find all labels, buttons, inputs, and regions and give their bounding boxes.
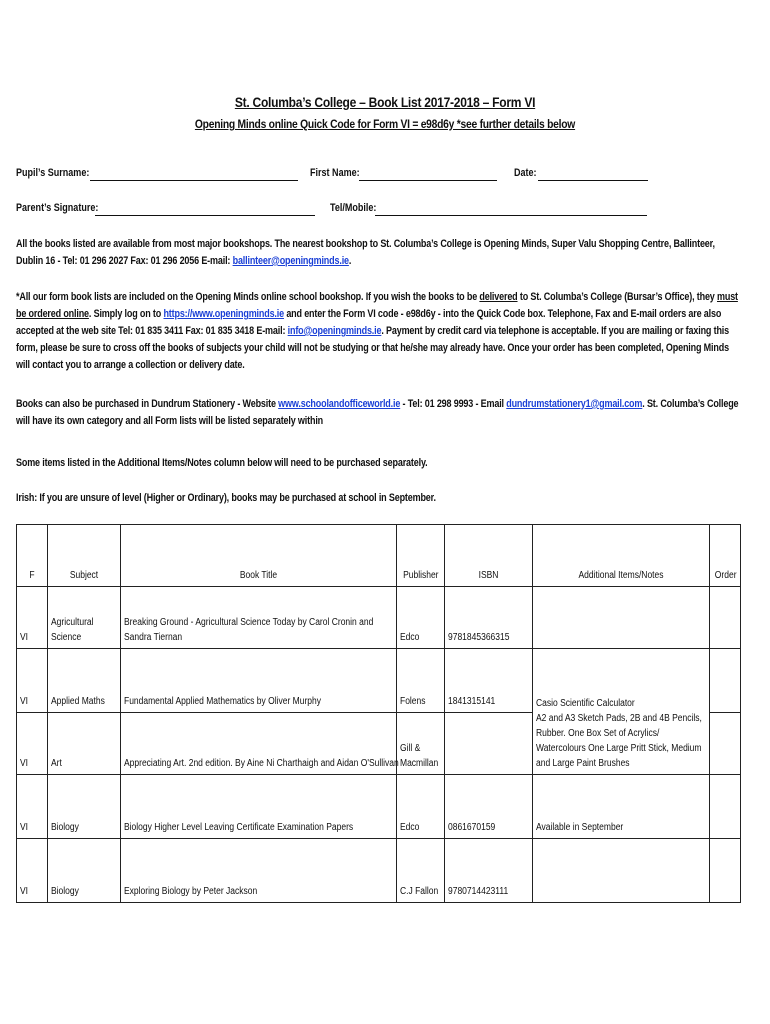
bookshop-text: All the books listed are available from most major bookshops. The nearest bookshop to St. Columba’s College is Opening Minds, Super Valu Shopping Centre, Ballinteer, Dublin 16 - Tel: 01 296 2027 Fax: 01 296 2056 E-mail:: [16, 238, 715, 267]
header-subject: Subject: [48, 525, 121, 587]
date-field[interactable]: [538, 180, 648, 181]
schoolandofficeworld-link[interactable]: www.schoolandofficeworld.ie: [278, 398, 401, 410]
cell-publisher: Edco: [397, 587, 445, 649]
header-form: F: [17, 525, 48, 587]
header-notes: Additional Items/Notes: [533, 525, 710, 587]
cell-isbn: 1841315141: [445, 649, 533, 713]
delivered-text: delivered: [479, 291, 518, 303]
cell-notes: Available in September: [533, 775, 710, 839]
must-order-online-text: must be ordered online: [16, 291, 738, 320]
additional-items-note: Some items listed in the Additional Items/Notes column below will need to be purchased separately.: [16, 457, 428, 469]
cell-title: Fundamental Applied Mathematics by Oliver Murphy: [121, 649, 397, 713]
online-text-d: and enter the Form VI code - e98d6y - into the Quick Code box. Telephone, Fax and E-mail orders are also accepted at the web site Tel: 01 835 3411 Fax: 01 835 3418 E-mail:: [16, 308, 722, 337]
cell-publisher: Folens: [397, 649, 445, 713]
page-title: St. Columba’s College – Book List 2017-2018 – Form VI: [234, 94, 536, 110]
cell-publisher: Gill & Macmillan: [397, 713, 445, 775]
date-label: Date:: [514, 167, 537, 179]
cell-order-checkbox[interactable]: [710, 775, 741, 839]
cell-title: Biology Higher Level Leaving Certificate Examination Papers: [121, 775, 397, 839]
first-name-field[interactable]: [359, 180, 497, 181]
ballinteer-email-link[interactable]: ballinteer@openingminds.ie: [232, 255, 349, 267]
dundrum-email-link[interactable]: dundrumstationery1@gmail.com: [506, 398, 643, 410]
signature-label: Parent’s Signature:: [16, 202, 99, 214]
cell-form: VI: [17, 587, 48, 649]
surname-label: Pupil’s Surname:: [16, 167, 90, 179]
online-text-c: . Simply log on to: [88, 308, 164, 320]
cell-subject: Agricultural Science: [48, 587, 121, 649]
cell-subject: Biology: [48, 839, 121, 903]
cell-form: VI: [17, 839, 48, 903]
table-row: [17, 587, 741, 649]
header-publisher: Publisher: [397, 525, 445, 587]
cell-form: VI: [17, 775, 48, 839]
table-row: [17, 649, 741, 713]
signature-field[interactable]: [95, 215, 315, 216]
irish-level-note: Irish: If you are unsure of level (Higher or Ordinary), books may be purchased at school in September.: [16, 492, 436, 504]
table-row: [17, 839, 741, 903]
cell-publisher: Edco: [397, 775, 445, 839]
dundrum-text-c: . St. Columba’s College will have its own category and all Form lists will be listed separately within: [16, 398, 739, 427]
cell-subject: Biology: [48, 775, 121, 839]
cell-form: VI: [17, 713, 48, 775]
dundrum-text-b: - Tel: 01 298 9993 - Email: [400, 398, 507, 410]
page-subtitle: Opening Minds online Quick Code for Form VI = e98d6y *see further details below: [194, 117, 576, 131]
first-name-label: First Name:: [310, 167, 360, 179]
online-text-b: to St. Columba’s College (Bursar’s Office), they: [517, 291, 717, 303]
book-list-table: [16, 524, 741, 903]
header-book-title: Book Title: [121, 525, 397, 587]
cell-order-checkbox[interactable]: [710, 713, 741, 775]
cell-isbn: 9780714423111: [445, 839, 533, 903]
cell-form: VI: [17, 649, 48, 713]
cell-order-checkbox[interactable]: [710, 839, 741, 903]
cell-order-checkbox[interactable]: [710, 587, 741, 649]
cell-isbn: 0861670159: [445, 775, 533, 839]
cell-title: Breaking Ground - Agricultural Science Today by Carol Cronin and Sandra Tiernan: [121, 587, 397, 649]
bookshop-paragraph: [16, 236, 742, 270]
surname-field[interactable]: [90, 180, 298, 181]
cell-isbn: [445, 713, 533, 775]
cell-notes: [533, 839, 710, 903]
online-text-a: *All our form book lists are included on the Opening Minds online school bookshop. If you wish the books to be: [16, 291, 480, 303]
cell-notes: [533, 587, 710, 649]
online-order-paragraph: [16, 289, 742, 374]
header-order: Order: [710, 525, 741, 587]
cell-isbn: 9781845366315: [445, 587, 533, 649]
cell-subject: Art: [48, 713, 121, 775]
tel-label: Tel/Mobile:: [330, 202, 377, 214]
dundrum-text-a: Books can also be purchased in Dundrum Stationery - Website: [16, 398, 279, 410]
cell-notes: Casio Scientific Calculator A2 and A3 Sketch Pads, 2B and 4B Pencils, Rubber. One Box Set of Acrylics/ Watercolours One Large Pritt Stick, Medium and Large Paint Brushes: [533, 649, 710, 775]
table-header-row: [17, 525, 741, 587]
table-row: [17, 775, 741, 839]
openingminds-url-link[interactable]: https://www.openingminds.ie: [163, 308, 284, 320]
cell-title: Exploring Biology by Peter Jackson: [121, 839, 397, 903]
info-email-link[interactable]: info@openingminds.ie: [287, 325, 382, 337]
cell-order-checkbox[interactable]: [710, 649, 741, 713]
online-text-e: . Payment by credit card via telephone is acceptable. If you are mailing or faxing this form, please be sure to cross off the books of subjects your child will not be studying or that he/she may already have. Once your order has been completed, Opening Minds will contact you to arrange a collection or delivery date.: [16, 325, 729, 371]
period: .: [348, 255, 352, 267]
cell-title: Appreciating Art. 2nd edition. By Aine Ni Charthaigh and Aidan O'Sullivan: [121, 713, 397, 775]
tel-field[interactable]: [375, 215, 647, 216]
cell-subject: Applied Maths: [48, 649, 121, 713]
header-isbn: ISBN: [445, 525, 533, 587]
dundrum-paragraph: [16, 396, 742, 430]
cell-publisher: C.J Fallon: [397, 839, 445, 903]
